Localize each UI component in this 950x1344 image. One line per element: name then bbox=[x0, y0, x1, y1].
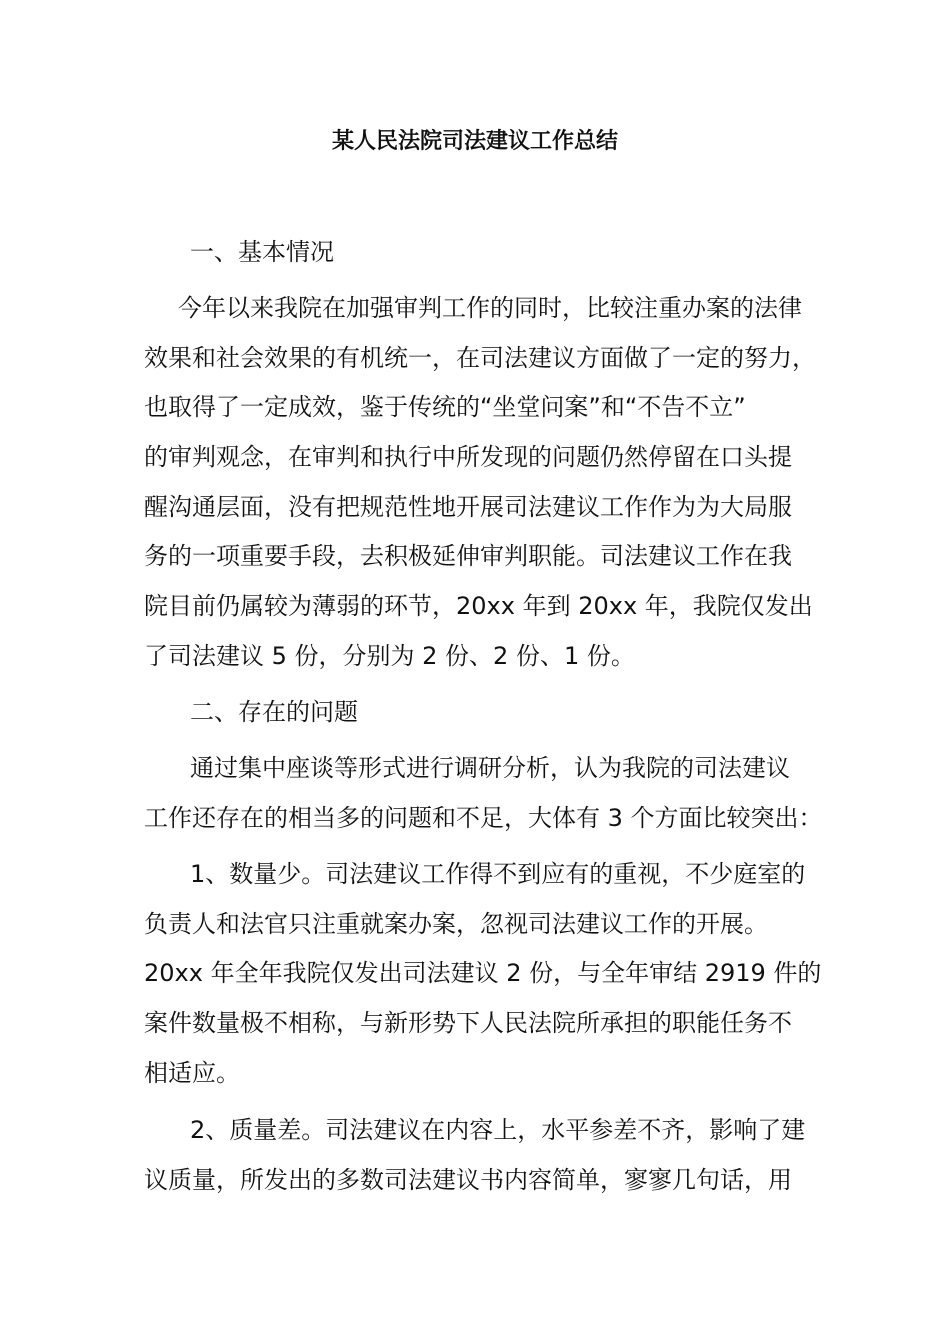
paragraph-problems-intro bbox=[144, 744, 824, 843]
text-line: 工作还存在的相当多的问题和不足，大体有 3 个方面比较突出： bbox=[144, 803, 823, 832]
text-line: 案件数量极不相称，与新形势下人民法院所承担的职能任务不 bbox=[144, 1009, 792, 1038]
document-title: 某人民法院司法建议工作总结 bbox=[331, 129, 618, 154]
text-line: 20xx 年全年我院仅发出司法建议 2 份，与全年审结 2919 件的 bbox=[144, 959, 822, 988]
text-line: 务的一项重要手段，去积极延伸审判职能。司法建议工作在我 bbox=[144, 542, 792, 571]
text-line: 1、数量少。司法建议工作得不到应有的重视，不少庭室的 bbox=[190, 860, 806, 888]
heading-basic-situation: 一、基本情况 bbox=[190, 238, 334, 266]
section-heading bbox=[144, 228, 824, 278]
text-line: 效果和社会效果的有机统一，在司法建议方面做了一定的努力， bbox=[144, 343, 816, 372]
text-line: 醒沟通层面，没有把规范性地开展司法建议工作作为为大局服 bbox=[144, 492, 792, 521]
section-heading bbox=[144, 688, 824, 738]
heading-problems: 二、存在的问题 bbox=[190, 698, 358, 726]
text-line: 也取得了一定成效，鉴于传统的“坐堂问案”和“不告不立” bbox=[144, 393, 746, 422]
text-line: 的审判观念，在审判和执行中所发现的问题仍然停留在口头提 bbox=[144, 443, 792, 472]
paragraph-item-quantity bbox=[144, 850, 824, 1098]
text-line: 今年以来我院在加强审判工作的同时，比较注重办案的法律 bbox=[178, 294, 802, 322]
text-line: 了司法建议 5 份，分别为 2 份、2 份、1 份。 bbox=[144, 641, 635, 670]
text-line: 负责人和法官只注重就案办案，忽视司法建议工作的开展。 bbox=[144, 909, 768, 938]
paragraph-basic-situation bbox=[144, 284, 824, 682]
text-line: 议质量，所发出的多数司法建议书内容简单，寥寥几句话，用 bbox=[144, 1165, 792, 1194]
text-line: 院目前仍属较为薄弱的环节，20xx 年到 20xx 年，我院仅发出 bbox=[144, 592, 813, 621]
text-line: 通过集中座谈等形式进行调研分析，认为我院的司法建议 bbox=[190, 754, 790, 782]
text-line: 2、质量差。司法建议在内容上，水平参差不齐，影响了建 bbox=[190, 1116, 806, 1144]
text-line: 相适应。 bbox=[144, 1058, 240, 1087]
paragraph-item-quality bbox=[144, 1106, 824, 1205]
